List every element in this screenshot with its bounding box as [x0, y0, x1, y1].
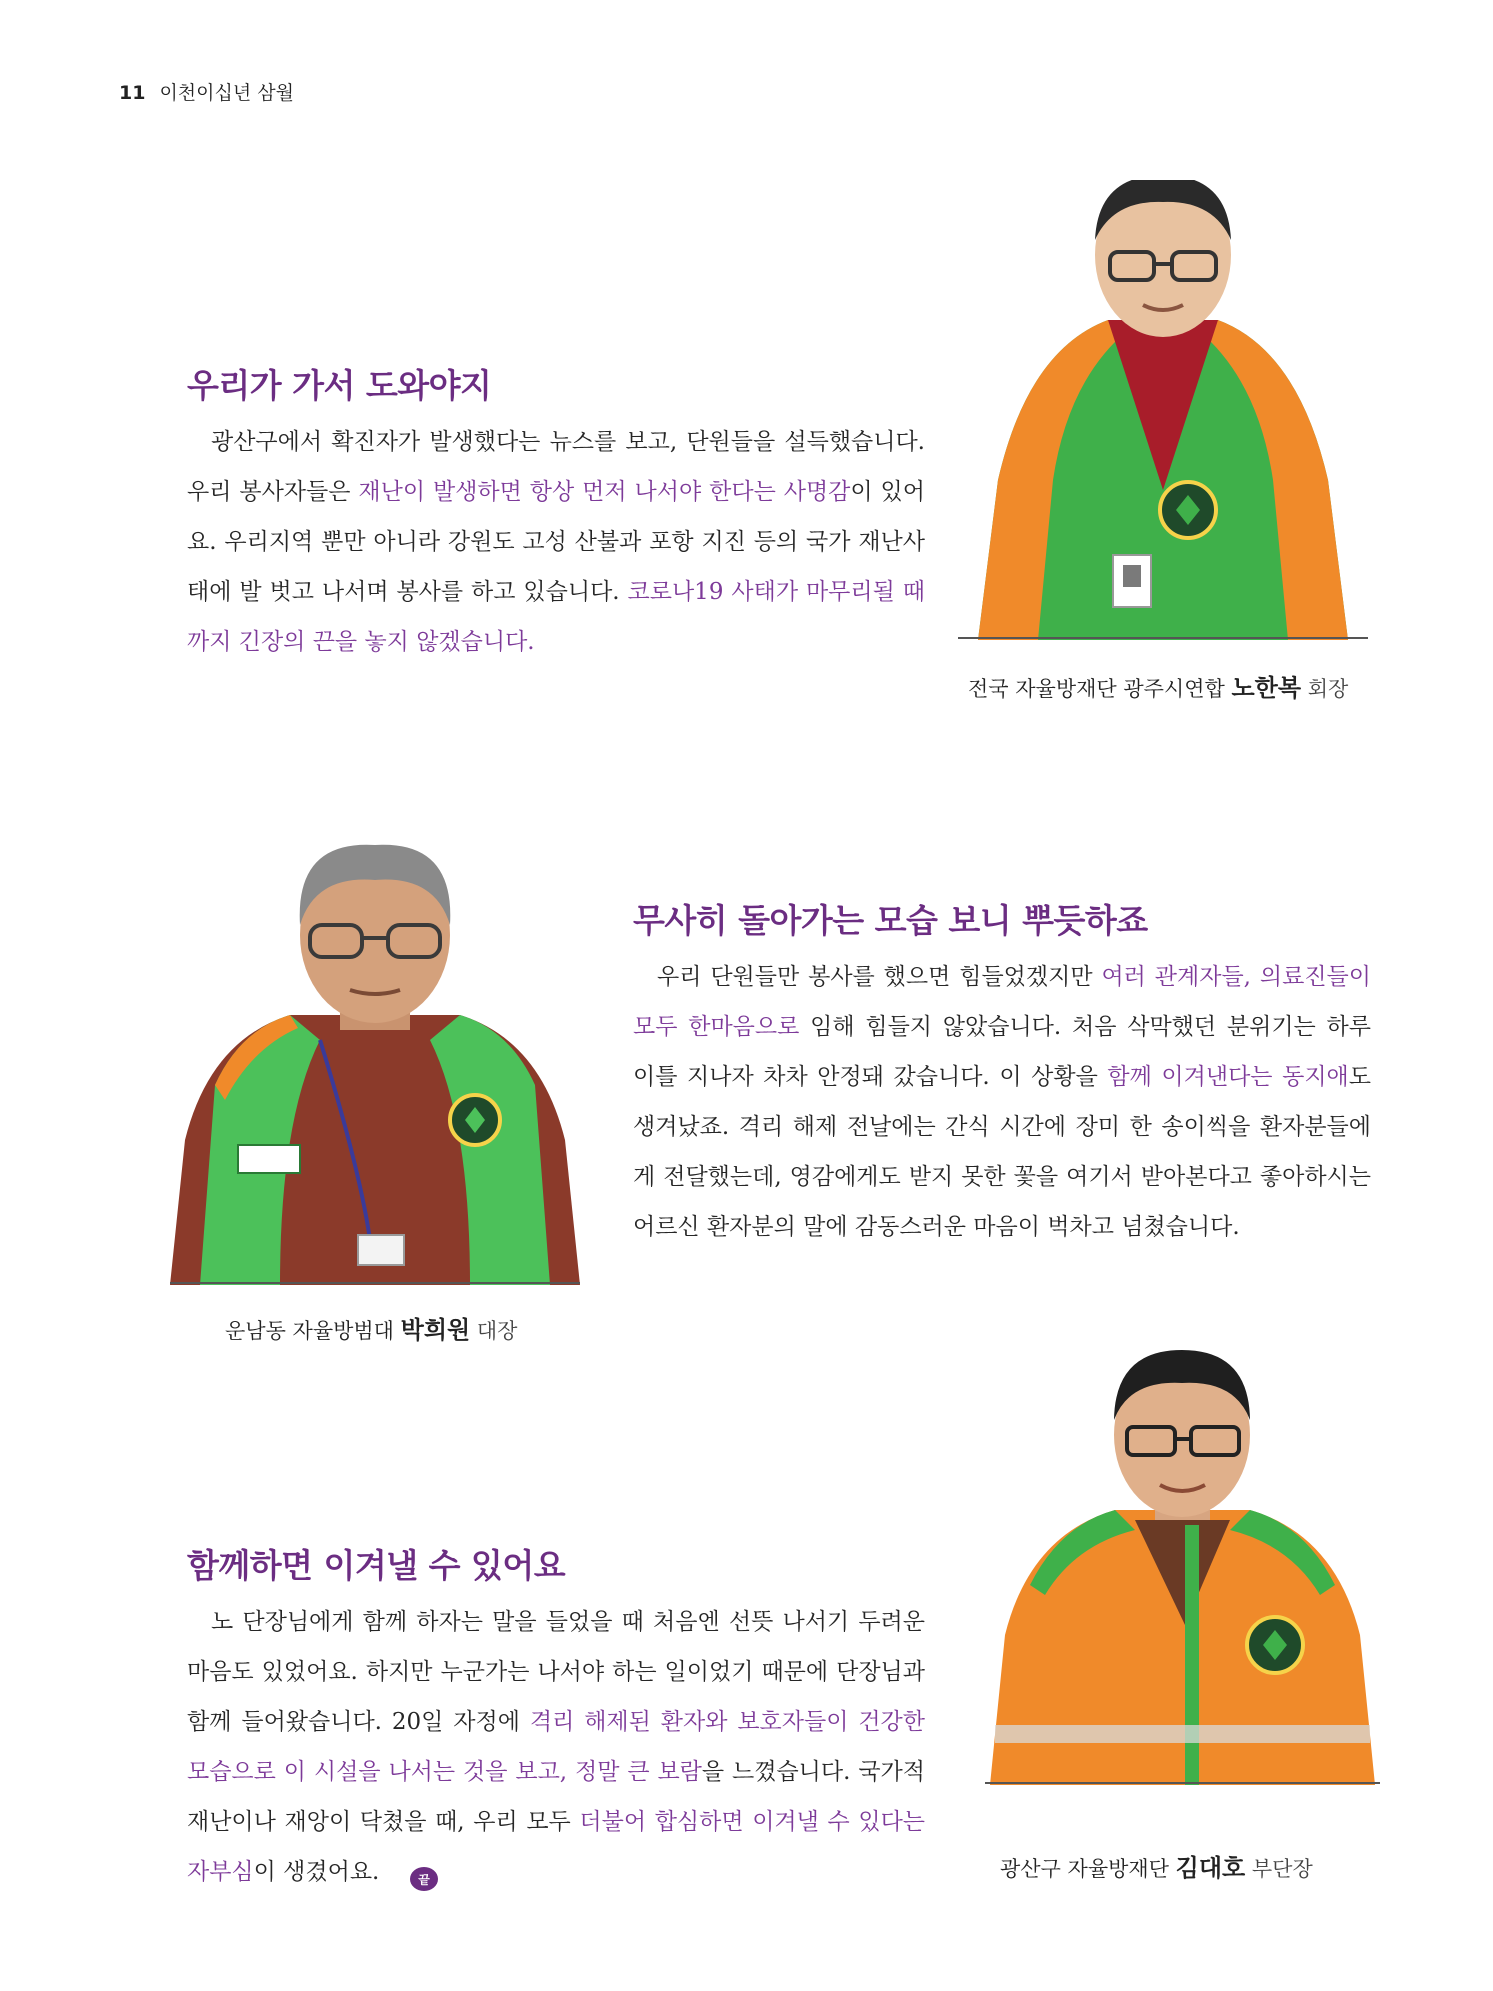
page-folio — [119, 78, 294, 105]
body-text: 노 단장님에게 함께 하자는 말을 들었을 때 처음엔 선뜻 나서기 두려운 마음도 있었어요. 하지만 누군가는 나서야 하는 일이었기 때문에 단장님과 함께 들어왔습니다. 20일 자정에 — [187, 1609, 925, 1735]
section-2-body — [633, 952, 1371, 1252]
caption-3-role: 부단장 — [1245, 1857, 1313, 1881]
section-1-body — [187, 417, 925, 667]
highlighted-text: 격리 해제된 환자와 보호자들이 건강한 모습으로 이 시설을 나서는 것을 보고, 정말 큰 보람 — [187, 1709, 925, 1785]
body-text: 임해 힘들지 않았습니다. 처음 삭막했던 분위기는 하루 이틀 지나자 차차 안정돼 갔습니다. 이 상황을 — [633, 1014, 1371, 1090]
section-1 — [187, 360, 925, 667]
issue-title: 이천이십년 삼월 — [159, 82, 294, 104]
portrait-photo-3 — [985, 1345, 1380, 1785]
highlighted-text: 코로나19 사태가 마무리될 때까지 긴장의 끈을 놓지 않겠습니다. — [187, 579, 925, 655]
highlighted-text: 여러 관계자들, 의료진들이 모두 한마음으로 — [633, 964, 1371, 1040]
caption-2-role: 대장 — [470, 1319, 518, 1343]
caption-2-name: 박희원 — [400, 1316, 471, 1344]
section-3-body — [187, 1597, 925, 1897]
caption-1-role: 회장 — [1301, 677, 1349, 701]
section-2-heading: 무사히 돌아가는 모습 보니 뿌듯하죠 — [633, 901, 1148, 940]
body-text: 이 있어요. 우리지역 뿐만 아니라 강원도 고성 산불과 포항 지진 등의 국가 재난사태에 발 벗고 나서며 봉사를 하고 있습니다. — [187, 479, 925, 605]
section-1-heading: 우리가 가서 도와야지 — [187, 366, 492, 405]
section-3 — [187, 1540, 925, 1897]
end-mark-icon — [385, 1860, 431, 1887]
section-2 — [633, 895, 1371, 1252]
caption-1 — [968, 668, 1348, 703]
body-text: 이 생겼어요. — [253, 1859, 380, 1885]
highlighted-text: 함께 이겨낸다는 동지애 — [1107, 1064, 1349, 1090]
section-3-heading: 함께하면 이겨낼 수 있어요 — [187, 1546, 566, 1585]
body-text: 우리 단원들만 봉사를 했으면 힘들었겠지만 — [657, 964, 1102, 990]
body-text: 광산구에서 확진자가 발생했다는 뉴스를 보고, 단원들을 설득했습니다. 우리 봉사자들은 — [187, 429, 925, 505]
caption-1-org: 전국 자율방재단 광주시연합 — [968, 677, 1232, 701]
body-text: 을 느꼈습니다. 국가적 재난이나 재앙이 닥쳤을 때, 우리 모두 — [187, 1759, 925, 1835]
highlighted-text: 더불어 합심하면 이겨낼 수 있다는 자부심 — [187, 1809, 926, 1885]
caption-2 — [225, 1310, 517, 1345]
portrait-photo-2 — [170, 840, 580, 1285]
page-number: 11 — [119, 82, 146, 104]
caption-3-org: 광산구 자율방재단 — [1000, 1857, 1176, 1881]
body-text: 도 생겨났죠. 격리 해제 전날에는 간식 시간에 장미 한 송이씩을 환자분들에게 전달했는데, 영감에게도 받지 못한 꽃을 여기서 받아본다고 좋아하시는 어르신 환자분의 말에 감동스러운 마음이 벅차고 넘쳤습니다. — [633, 1064, 1371, 1240]
portrait-photo-1 — [958, 180, 1368, 640]
svg-text:끝: 끝 — [418, 1873, 431, 1887]
caption-1-name: 노한복 — [1231, 674, 1302, 702]
caption-2-org: 운남동 자율방범대 — [225, 1319, 401, 1343]
caption-3 — [1000, 1848, 1313, 1883]
highlighted-text: 재난이 발생하면 항상 먼저 나서야 한다는 사명감 — [358, 479, 851, 505]
caption-3-name: 김대호 — [1175, 1854, 1246, 1882]
